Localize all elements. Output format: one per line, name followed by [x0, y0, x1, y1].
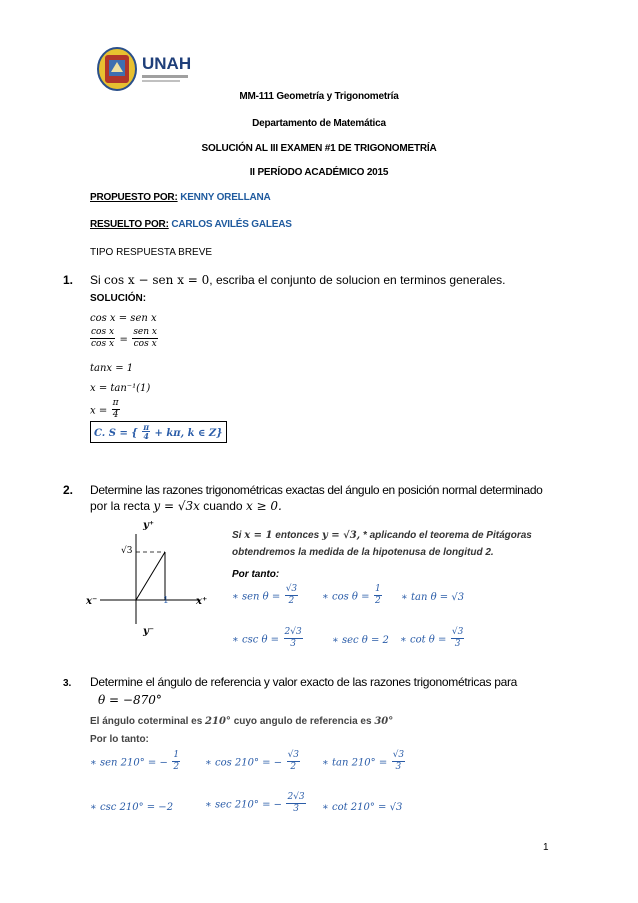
q1-post: , escriba el conjunto de solucion en terminos generales.	[209, 273, 506, 287]
q2-desc-line1	[232, 530, 532, 541]
period: II PERÍODO ACADÉMICO 2015	[249, 167, 389, 178]
q1-num-cos: cos x	[91, 327, 115, 337]
q1-solution-set	[90, 421, 227, 443]
q1-pre: Si	[90, 273, 101, 287]
q2-one-label: 1	[163, 596, 169, 606]
q3-coterminal-value: 210°	[205, 716, 231, 727]
q2-cot-label: ∗ cot θ =	[400, 634, 447, 646]
q1-cs-pre: C. S = {	[94, 428, 138, 439]
logo-text: UNAH	[142, 54, 192, 73]
q3-theta: θ = −870°	[98, 693, 162, 707]
q3-reference-value: 30°	[374, 716, 394, 727]
q3-tan-label: ∗ tan 210° =	[322, 757, 388, 769]
q2-cos	[322, 584, 382, 607]
q2-cot-num: √3	[451, 627, 464, 637]
q2-x-pos-label: x⁺	[196, 596, 208, 607]
q1-solution-label: SOLUCIÓN:	[90, 293, 147, 304]
q3-sen-label: ∗ sen 210° = −	[90, 757, 168, 769]
q1-equation: cos x − sen x = 0	[104, 273, 210, 287]
q3-cos-label: ∗ cos 210° = −	[205, 757, 283, 769]
q3-sec-den: 3	[293, 804, 299, 814]
q2-tan: ∗ tan θ = √3	[401, 592, 465, 603]
q2-terminal-side	[136, 552, 165, 600]
q3-sen-num: 1	[173, 750, 180, 760]
q3-coterminal-text: El ángulo coterminal es	[90, 716, 203, 727]
q1-four: 4	[112, 410, 119, 420]
q1-den-cos2: cos x	[133, 339, 157, 349]
q3-sen	[90, 750, 180, 773]
solved-name: CARLOS AVILÉS GALEAS	[171, 219, 292, 230]
q1-eq-sign: =	[119, 334, 128, 346]
q2-y-pos-label: y⁺	[143, 520, 155, 531]
q3-number: 3.	[63, 678, 72, 689]
q2-por-tanto: Por tanto:	[232, 569, 280, 580]
q1-number: 1.	[63, 273, 74, 287]
q2-statement-line1: Determine las razones trigonométricas exactas del ángulo en posición normal determinado	[90, 483, 543, 497]
q1-statement	[90, 273, 505, 287]
solved-label: RESUELTO POR:	[90, 219, 169, 230]
q3-cos-num: √3	[287, 750, 300, 760]
q2-cot-den: 3	[454, 639, 461, 649]
proposed-name: KENNY ORELLANA	[180, 192, 271, 203]
q3-line1	[90, 716, 393, 727]
q3-tan-den: 3	[395, 762, 402, 772]
q3-sec-num: 2√3	[287, 792, 305, 802]
q2-desc-entonces: entonces	[275, 530, 320, 541]
q2-desc-si: Si	[232, 530, 242, 541]
q2-csc	[232, 627, 303, 650]
q3-reference-text: cuyo angulo de referencia es	[233, 716, 372, 727]
q2-csc-label: ∗ csc θ =	[232, 634, 280, 646]
q2-y-neg-label: y⁻	[143, 626, 155, 637]
q1-step4: x = tan⁻¹(1)	[90, 383, 151, 394]
solved-by	[90, 219, 292, 230]
q2-text2b: cuando	[203, 499, 243, 513]
q2-cond: x ≥ 0.	[245, 499, 282, 513]
q2-sec: ∗ sec θ = 2	[332, 635, 389, 646]
q1-num-sen: sen x	[133, 327, 157, 337]
q2-csc-num: 2√3	[284, 627, 302, 637]
q3-sec-label: ∗ sec 210° = −	[205, 799, 283, 811]
proposed-by	[90, 192, 271, 203]
logo-subtext-bar	[142, 80, 180, 82]
q2-row1	[232, 584, 298, 607]
q3-tan-num: √3	[392, 750, 405, 760]
q3-csc: ∗ csc 210° = −2	[90, 802, 174, 813]
q1-den-cos: cos x	[91, 339, 115, 349]
q2-sen-den: 2	[288, 596, 295, 606]
q1-cs-pi: π	[143, 422, 150, 433]
q3-sen-den: 2	[173, 762, 180, 772]
q2-cos-label: ∗ cos θ =	[322, 591, 370, 603]
course-title: MM-111 Geometría y Trigonometría	[239, 91, 399, 102]
exam-title: SOLUCIÓN AL III EXAMEN #1 DE TRIGONOMETRÍA	[201, 143, 437, 154]
q2-desc-pitagoras: * aplicando el teorema de Pitágoras	[362, 530, 532, 541]
q2-csc-den: 3	[290, 639, 296, 649]
q3-tan	[322, 750, 405, 773]
q2-desc-x1: x = 1	[244, 530, 273, 541]
q3-por-lo-tanto: Por lo tanto:	[90, 734, 149, 745]
q2-cot	[400, 627, 464, 650]
q2-desc-line2: obtendremos la medida de la hipotenusa de longitud 2.	[232, 547, 494, 558]
department: Departamento de Matemática	[252, 118, 386, 129]
q1-cs-four: 4	[143, 431, 149, 442]
logo-subtext-bar	[142, 75, 188, 78]
q1-x-eq: x =	[90, 405, 108, 417]
q2-cos-den: 2	[374, 596, 381, 606]
q3-cos-den: 2	[290, 762, 297, 772]
q2-sqrt3-label: √3	[121, 546, 133, 556]
proposed-label: PROPUESTO POR:	[90, 192, 178, 203]
q2-number: 2.	[63, 483, 74, 497]
q3-cos	[205, 750, 300, 773]
page-number: 1	[543, 842, 549, 853]
q2-text2a: por la recta	[90, 499, 151, 513]
q2-x-neg-label: x⁻	[86, 596, 98, 607]
q3-sec	[205, 792, 306, 815]
q2-desc-y: y = √3,	[321, 530, 361, 541]
q1-pi: π	[112, 398, 119, 408]
q2-statement-line2	[90, 499, 282, 513]
q1-cs-post: + kπ, k ∈ Z}	[154, 428, 223, 439]
q2-sen-label: ∗ sen θ =	[232, 591, 281, 603]
q3-statement: Determine el ángulo de referencia y valor exacto de las razones trigonométricas para	[90, 675, 518, 689]
q1-step3: tanx = 1	[90, 363, 134, 374]
q2-line-eq: y = √3x	[153, 499, 200, 513]
q1-step5	[90, 398, 120, 421]
q1-step1: cos x = sen x	[90, 313, 157, 324]
response-type: TIPO RESPUESTA BREVE	[90, 247, 213, 258]
q3-cot: ∗ cot 210° = √3	[322, 802, 403, 813]
unah-logo	[96, 44, 192, 96]
q2-cos-num: 1	[374, 584, 381, 594]
q2-sen-num: √3	[285, 584, 298, 594]
q1-step2	[90, 327, 158, 350]
unah-shield-icon	[96, 46, 138, 92]
q2-graph	[86, 524, 222, 640]
